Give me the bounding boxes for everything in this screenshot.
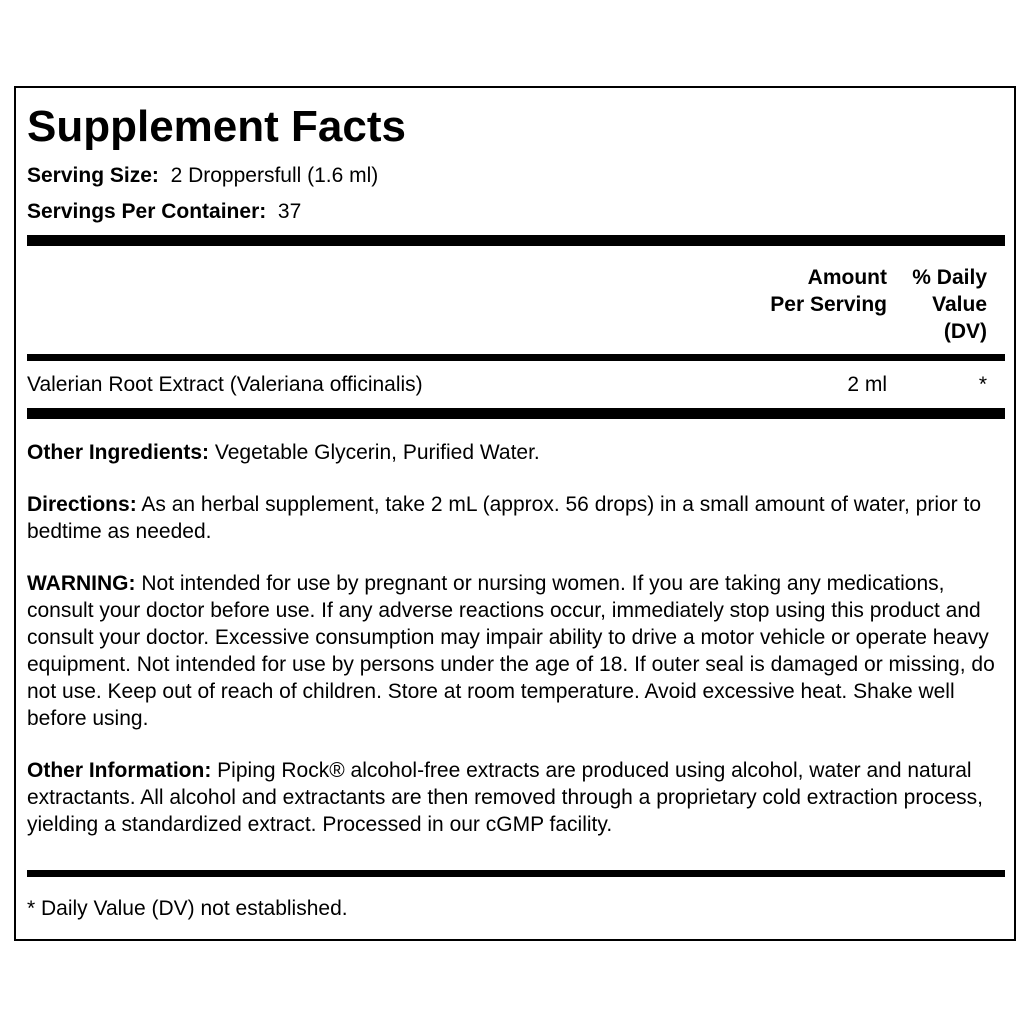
other-ingredients-label: Other Ingredients:: [27, 441, 210, 464]
amount-per-serving-header: [687, 264, 887, 318]
daily-value-footnote: * Daily Value (DV) not established.: [27, 897, 348, 920]
panel-title: Supplement Facts: [27, 102, 406, 151]
servings-per-container: [27, 199, 301, 225]
divider-footnote: [27, 870, 1005, 877]
ingredient-amount: 2 ml: [847, 373, 887, 396]
dv-header-line3: (DV): [943, 320, 987, 343]
servings-per-container-value: 37: [277, 200, 302, 223]
divider-thick-ingredients: [27, 408, 1005, 419]
divider-thick-top: [27, 235, 1005, 246]
divider-header-bottom: [27, 354, 1005, 361]
other-ingredients-text: Vegetable Glycerin, Purified Water.: [214, 441, 540, 464]
amount-header-line2: Per Serving: [770, 293, 887, 316]
warning-label: WARNING:: [27, 572, 136, 595]
ingredient-daily-value: *: [978, 373, 987, 396]
supplement-facts-panel: [14, 86, 1016, 941]
amount-header-line1: Amount: [807, 266, 887, 289]
servings-per-container-label: Servings Per Container:: [27, 200, 267, 223]
ingredient-name: Valerian Root Extract (Valeriana officinalis): [27, 373, 423, 396]
serving-size-value: 2 Droppersfull (1.6 ml): [170, 164, 379, 187]
serving-size: [27, 163, 378, 189]
other-ingredients: [27, 439, 1007, 466]
other-information-text: Piping Rock® alcohol-free extracts are produced using alcohol, water and natural extractants. All alcohol and extractants are then removed through a proprietary cold extraction process, yielding a standardized extract. Processed in our cGMP facility.: [27, 759, 984, 836]
directions: [27, 491, 1007, 545]
serving-size-label: Serving Size:: [27, 164, 159, 187]
other-information: [27, 757, 1007, 838]
dv-header-line2: Value: [932, 293, 987, 316]
daily-value-header: [887, 264, 987, 345]
warning: [27, 570, 1007, 732]
directions-label: Directions:: [27, 493, 137, 516]
dv-header-line1: % Daily: [912, 266, 987, 289]
other-information-label: Other Information:: [27, 759, 212, 782]
directions-text: As an herbal supplement, take 2 mL (approx. 56 drops) in a small amount of water, prior to bedtime as needed.: [27, 493, 982, 543]
warning-text: Not intended for use by pregnant or nursing women. If you are taking any medications, consult your doctor before use. If any adverse reactions occur, immediately stop using this product and consult your doctor. Excessive consumption may impair ability to drive a motor vehicle or operate heavy equipment. Not intended for use by persons under the age of 18. If outer seal is damaged or missing, do not use. Keep out of reach of children. Store at room temperature. Avoid excessive heat. Shake well before using.: [27, 572, 995, 730]
